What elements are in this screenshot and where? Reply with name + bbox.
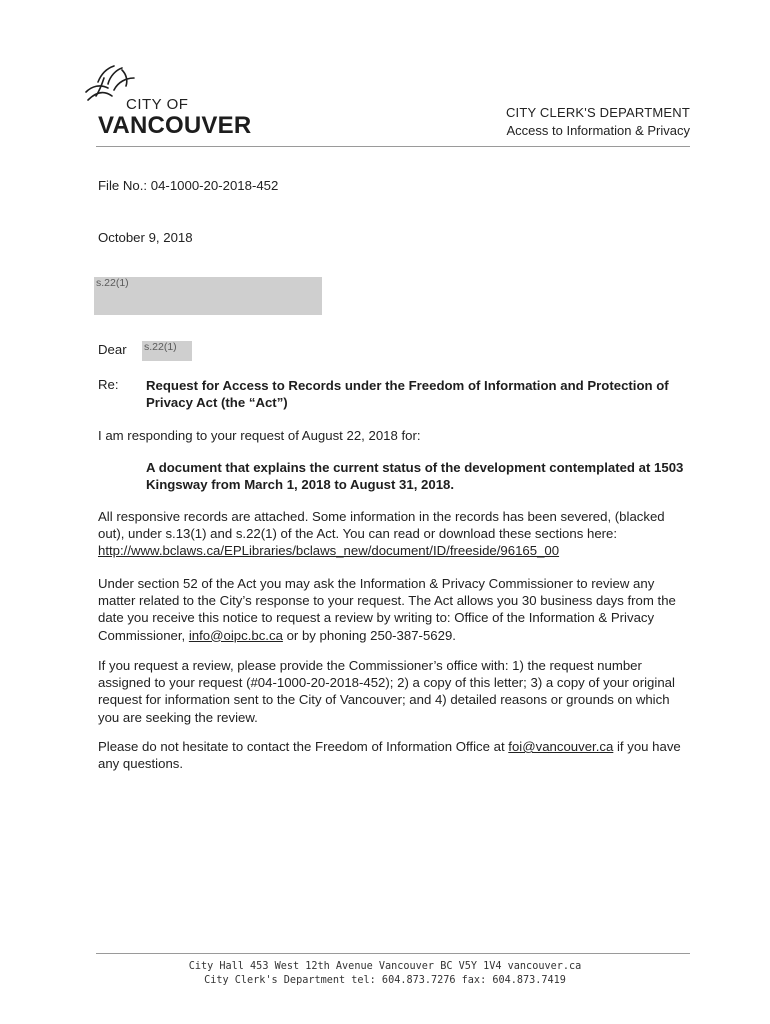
department-name: CITY CLERK'S DEPARTMENT bbox=[505, 105, 690, 120]
foi-email-link[interactable]: foi@vancouver.ca bbox=[508, 739, 614, 754]
paragraph-text: if you have any questions. bbox=[98, 739, 681, 772]
header-divider bbox=[96, 146, 690, 147]
request-description: A document that explains the current status of the development contemplated at 1503 Kingsway from March 1, 2018 to August 31, 2018. bbox=[146, 460, 684, 492]
department-block bbox=[506, 104, 690, 140]
redacted-address-block bbox=[94, 277, 322, 315]
paragraph-responsive-records bbox=[98, 508, 690, 560]
footer-contact: City Clerk's Department tel: 604.873.7276 fax: 604.873.7419 bbox=[204, 975, 566, 986]
file-number: File No.: 04-1000-20-2018-452 bbox=[98, 178, 279, 193]
redacted-name-block bbox=[142, 341, 192, 361]
redaction-tag: s.22(1) bbox=[144, 341, 177, 353]
paragraph-review-requirements: If you request a review, please provide the Commissioner’s office with: 1) the request number assigned to your request (#04-1000-20-2018-452); 2) a copy of this letter; 3) a copy of your original request for information sent to the City of Vancouver; and 4) detailed reasons or grounds on which you are seeking the review. bbox=[98, 658, 675, 725]
footer bbox=[0, 960, 770, 988]
redaction-tag: s.22(1) bbox=[96, 277, 129, 289]
paragraph-review-rights bbox=[98, 575, 690, 644]
footer-address: City Hall 453 West 12th Avenue Vancouver BC V5Y 1V4 vancouver.ca bbox=[188, 961, 582, 972]
re-label: Re: bbox=[98, 377, 119, 392]
salutation: Dear bbox=[98, 342, 127, 357]
subdepartment-name: Access to Information & Privacy bbox=[506, 123, 690, 138]
re-subject: Request for Access to Records under the Freedom of Information and Protection of Privacy Act (the “Act”) bbox=[146, 378, 669, 410]
paragraph-text: Under section 52 of the Act you may ask the Information & Privacy Commissioner to review any matter related to the City’s response to your request. The Act allows you 30 business days from the date you receive this notice to request a review by writing to: Office of the Information & Privacy Commissioner, bbox=[98, 576, 676, 643]
oipc-email-link[interactable]: info@oipc.bc.ca bbox=[188, 627, 283, 643]
footer-divider bbox=[96, 953, 690, 954]
paragraph-text: All responsive records are attached. Some information in the records has been severed, (blacked out), under s.13(1) and s.22(1) of the Act. You can read or download these sections here: bbox=[98, 509, 665, 542]
letter-date: October 9, 2018 bbox=[98, 230, 193, 245]
paragraph-contact bbox=[98, 738, 690, 772]
paragraph-text: Please do not hesitate to contact the Freedom of Information Office at bbox=[98, 739, 509, 754]
logo-vancouver: VANCOUVER bbox=[98, 112, 252, 139]
bclaws-link[interactable]: http://www.bclaws.ca/EPLibraries/bclaws_new/document/ID/freeside/96165_00 bbox=[98, 543, 560, 559]
intro-line: I am responding to your request of August 22, 2018 for: bbox=[98, 428, 421, 443]
paragraph-text: or by phoning 250-387-5629. bbox=[282, 627, 456, 643]
logo-city-of: CITY OF bbox=[126, 96, 189, 113]
